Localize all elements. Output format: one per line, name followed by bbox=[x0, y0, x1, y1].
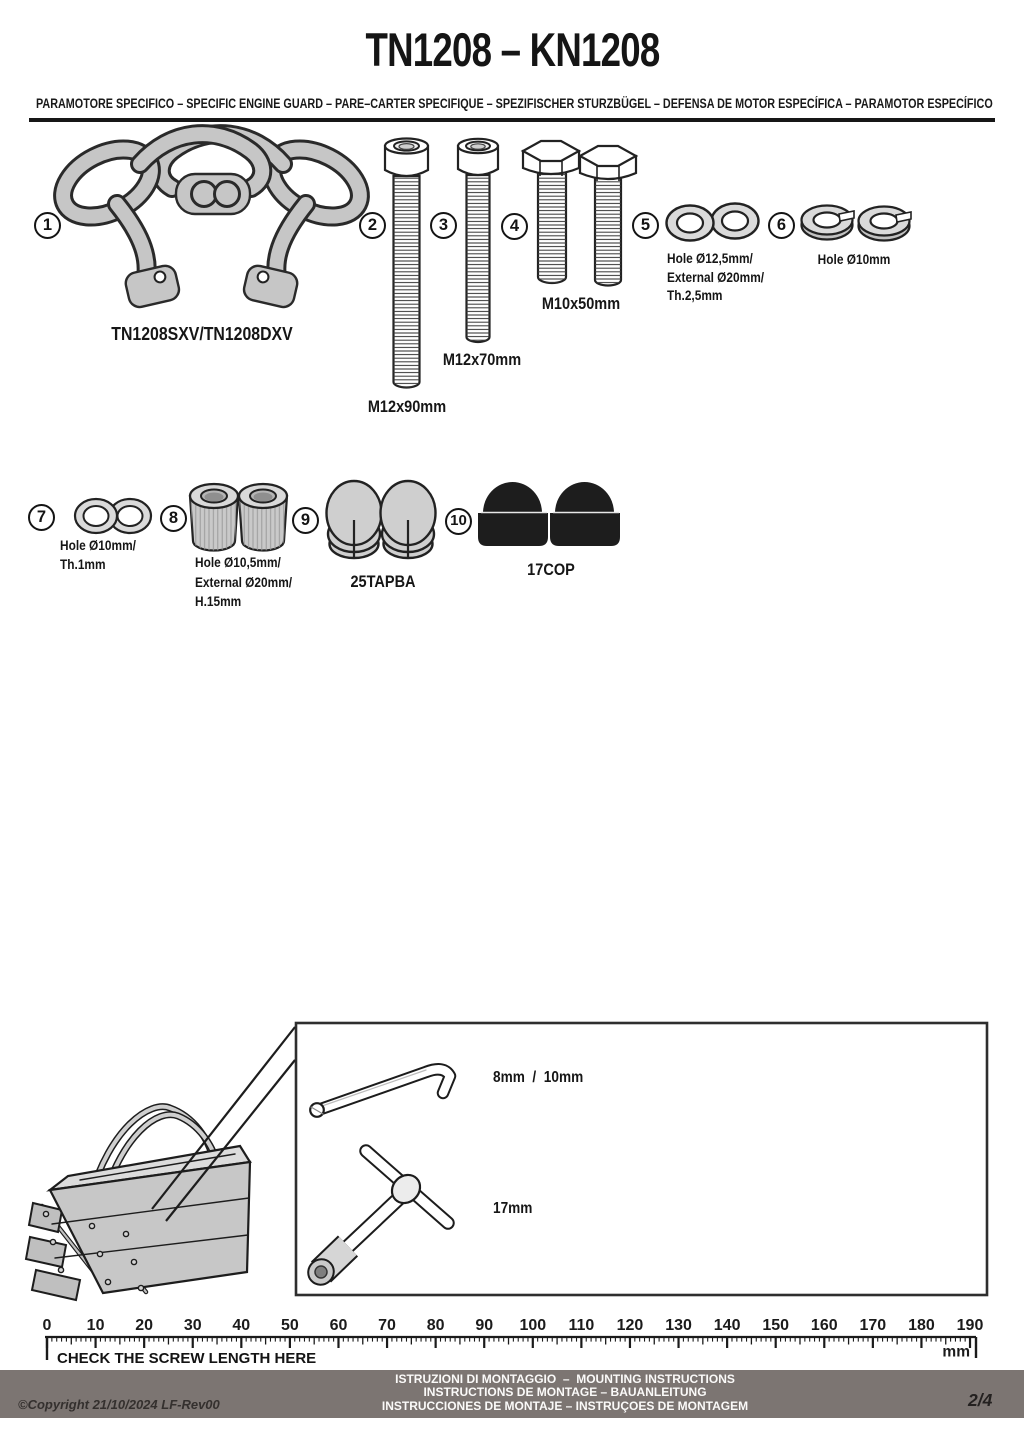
item-number-10: 10 bbox=[445, 508, 472, 535]
svg-text:90: 90 bbox=[475, 1317, 494, 1334]
svg-text:0: 0 bbox=[42, 1317, 52, 1334]
footer-line-1: ISTRUZIONI DI MONTAGGIO – MOUNTING INSTRUCTIONS bbox=[395, 1372, 735, 1386]
svg-text:150: 150 bbox=[762, 1317, 790, 1334]
svg-text:60: 60 bbox=[329, 1317, 348, 1334]
page-title-text: TN1208 – KN1208 bbox=[365, 23, 659, 76]
svg-text:100: 100 bbox=[519, 1317, 547, 1334]
part7-label: Hole Ø10mm/ Th.1mm bbox=[60, 538, 136, 572]
socket-wrench-label: 17mm bbox=[493, 1200, 533, 1217]
item-number-1: 1 bbox=[34, 212, 61, 239]
svg-text:110: 110 bbox=[568, 1317, 595, 1334]
part9-label: 25TAPBA bbox=[350, 573, 416, 591]
svg-text:130: 130 bbox=[665, 1317, 692, 1334]
spring-washers-drawing bbox=[802, 206, 912, 241]
footer-instructions bbox=[230, 1373, 900, 1413]
toolbox-drawing bbox=[26, 1107, 250, 1300]
part4-label: M10x50mm bbox=[541, 295, 621, 313]
item-number-3: 3 bbox=[430, 212, 457, 239]
svg-text:190: 190 bbox=[956, 1317, 984, 1334]
bolt-m12x70-drawing bbox=[458, 139, 498, 342]
part2-label: M12x90mm bbox=[367, 398, 447, 416]
spacers-drawing bbox=[190, 484, 287, 551]
ruler-note: CHECK THE SCREW LENGTH HERE bbox=[57, 1350, 317, 1367]
hex-bolts-m10x50-drawing bbox=[523, 141, 636, 286]
item-number-7: 7 bbox=[28, 504, 55, 531]
engine-guard-drawing bbox=[52, 134, 371, 309]
footer-line-2: INSTRUCTIONS DE MONTAGE – BAUANLEITUNG bbox=[423, 1385, 707, 1400]
bolt-m12x90-drawing bbox=[385, 139, 428, 388]
copyright-text: ©Copyright 21/10/2024 LF-Rev00 bbox=[18, 1397, 220, 1412]
item-number-8: 8 bbox=[160, 505, 187, 532]
part8-label: Hole Ø10,5mm/ External Ø20mm/ H.15mm bbox=[195, 555, 293, 609]
svg-text:70: 70 bbox=[378, 1317, 396, 1334]
part1-label: TN1208SXV/TN1208DXV bbox=[111, 324, 293, 344]
item-number-6: 6 bbox=[768, 212, 795, 239]
page-number: 2/4 bbox=[968, 1390, 993, 1410]
svg-text:170: 170 bbox=[859, 1317, 887, 1334]
svg-text:40: 40 bbox=[232, 1317, 251, 1334]
svg-text:50: 50 bbox=[281, 1317, 299, 1334]
svg-text:160: 160 bbox=[810, 1317, 838, 1334]
cop-caps-drawing bbox=[478, 482, 620, 546]
allen-key-label: 8mm / 10mm bbox=[493, 1069, 584, 1086]
svg-text:10: 10 bbox=[86, 1317, 105, 1334]
thin-washers-drawing bbox=[75, 499, 151, 533]
part5-label: Hole Ø12,5mm/ External Ø20mm/ Th.2,5mm bbox=[667, 251, 765, 303]
svg-text:20: 20 bbox=[135, 1317, 154, 1334]
footer-line-3: INSTRUCCIONES DE MONTAJE – INSTRUÇOES DE MONTAGEM bbox=[381, 1398, 749, 1413]
subtitle-text: PARAMOTORE SPECIFICO – SPECIFIC ENGINE GUARD – PARE–CARTER SPECIFIQUE – SPEZIFISCHER STURZBÜGEL – DEFENSA DE MOTOR ESPECÍFICA – PARAMOTOR ESPECÍFICO bbox=[36, 96, 993, 111]
flat-washers-drawing bbox=[667, 204, 759, 241]
part10-label: 17COP bbox=[527, 561, 575, 579]
svg-text:180: 180 bbox=[908, 1317, 935, 1334]
item-number-4: 4 bbox=[501, 213, 528, 240]
svg-text:120: 120 bbox=[616, 1317, 644, 1334]
tapba-caps-drawing bbox=[327, 481, 436, 558]
svg-text:30: 30 bbox=[183, 1317, 202, 1334]
svg-text:mm: mm bbox=[942, 1343, 970, 1361]
tools-inset-frame bbox=[296, 1023, 987, 1295]
part3-label: M12x70mm bbox=[442, 351, 522, 369]
item-number-5: 5 bbox=[632, 212, 659, 239]
item-number-9: 9 bbox=[292, 507, 319, 534]
item-number-2: 2 bbox=[359, 212, 386, 239]
svg-text:140: 140 bbox=[713, 1317, 741, 1334]
part6-label: Hole Ø10mm bbox=[817, 252, 891, 267]
svg-text:80: 80 bbox=[426, 1317, 445, 1334]
